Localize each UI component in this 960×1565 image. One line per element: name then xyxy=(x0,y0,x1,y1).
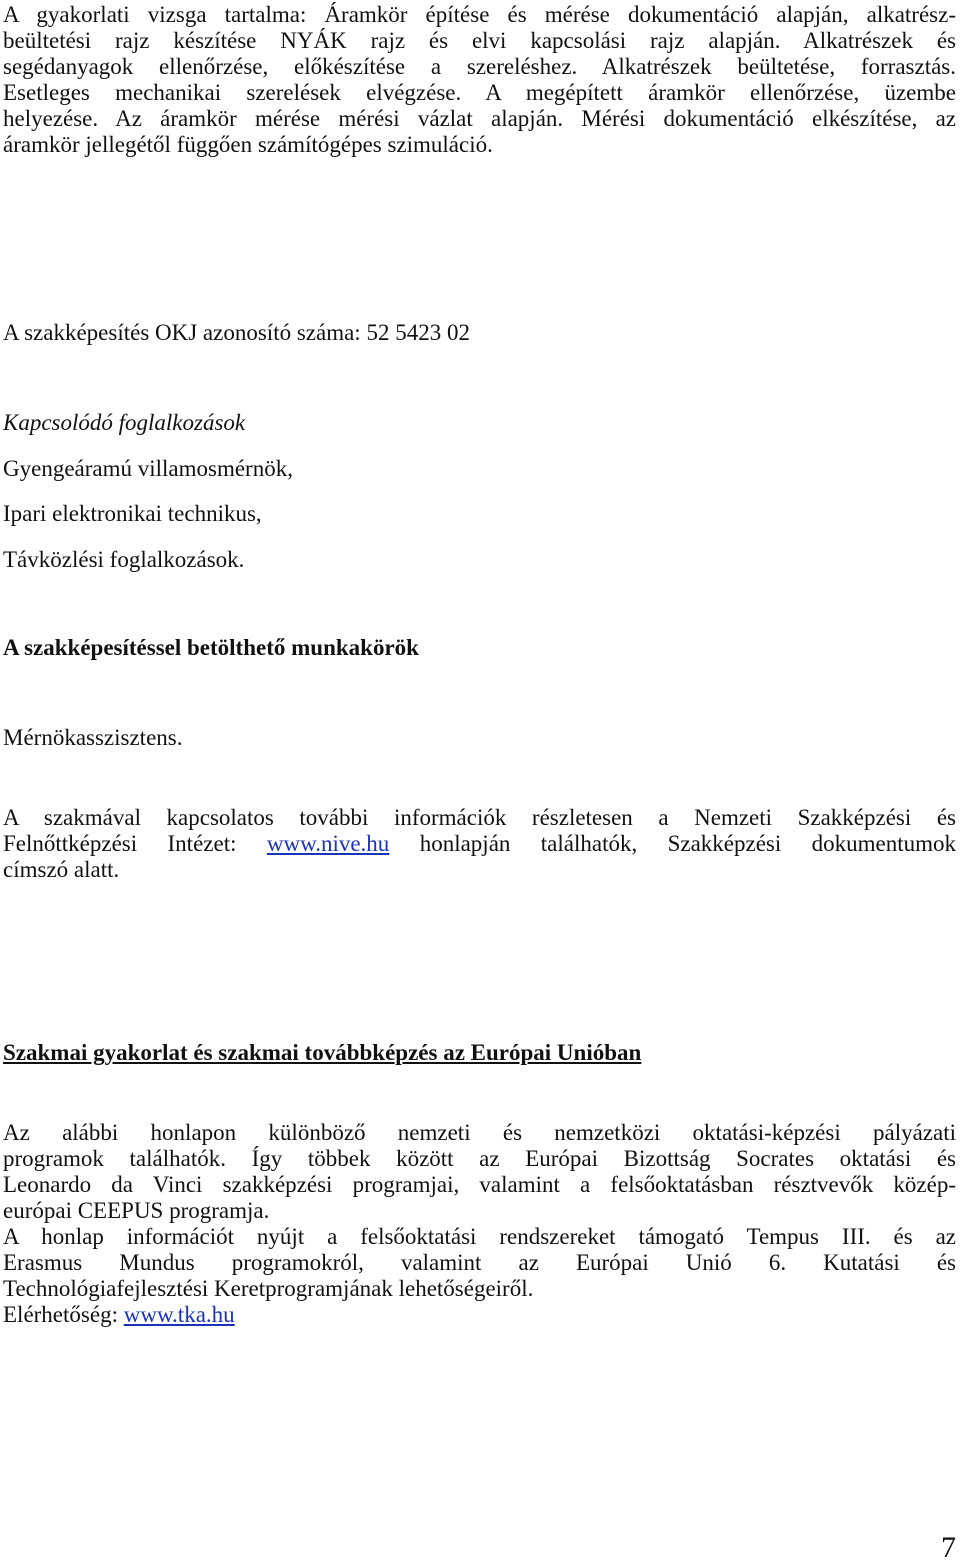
okj-number-text: A szakképesítés OKJ azonosító száma: 52 5423 02 xyxy=(3,320,470,345)
exam-line: Esetleges mechanikai szerelések elvégzése. A megépített áramkör ellenőrzése, üzembe xyxy=(3,80,956,105)
okj-number-paragraph xyxy=(3,310,470,356)
eu-para1-line: programok találhatók. Így többek között az Európai Bizottság Socrates oktatási és xyxy=(3,1146,956,1171)
eu-para1-line: Leonardo da Vinci szakképzési programjai, valamint a felsőoktatásban résztvevők közép- xyxy=(3,1172,956,1197)
eu-para1-line: európai CEEPUS programja. xyxy=(3,1198,270,1223)
nive-link[interactable]: www.nive.hu xyxy=(266,831,390,856)
exam-content-paragraph xyxy=(3,2,956,158)
positions-heading: A szakképesítéssel betölthető munkakörök xyxy=(3,635,419,660)
related-job-item: Ipari elektronikai technikus, xyxy=(3,501,262,526)
info-paragraph xyxy=(3,805,956,883)
info-line-text: honlapján találhatók, Szakképzési dokumentumok xyxy=(419,831,957,856)
eu-para1-line: Az alábbi honlapon különböző nemzeti és nemzetközi oktatási-képzési pályázati xyxy=(3,1120,956,1145)
related-jobs-title: Kapcsolódó foglalkozások xyxy=(3,410,246,435)
info-line: A szakmával kapcsolatos további információk részletesen a Nemzeti Szakképzési és xyxy=(3,805,956,830)
info-line: címszó alatt. xyxy=(3,857,120,882)
contact-label: Elérhetőség: xyxy=(3,1302,118,1327)
page-number: 7 xyxy=(941,1531,956,1564)
eu-para2-line: Technológiafejlesztési Keretprogramjának lehetőségeiről. xyxy=(3,1276,534,1301)
positions-body xyxy=(3,715,183,761)
related-job-item: Távközlési foglalkozások. xyxy=(3,546,245,572)
tka-link[interactable]: www.tka.hu xyxy=(123,1302,235,1327)
exam-line: áramkör jellegétől függően számítógépes szimuláció. xyxy=(3,132,493,157)
eu-para2-line: A honlap információt nyújt a felsőoktatási rendszereket támogató Tempus III. és az xyxy=(3,1224,956,1249)
eu-body xyxy=(3,1120,956,1328)
eu-para2-line: Erasmus Mundus programokról, valamint az Európai Unió 6. Kutatási és xyxy=(3,1250,956,1275)
exam-line: helyezése. Az áramkör mérése mérési vázlat alapján. Mérési dokumentáció elkészítése, az xyxy=(3,106,956,131)
positions-section xyxy=(3,625,419,671)
exam-line: segédanyagok ellenőrzése, előkészítése a szereléshez. Alkatrészek beültetése, forrasztás. xyxy=(3,54,956,79)
info-line-text: Felnőttképzési Intézet: xyxy=(3,831,237,856)
related-job-item: Gyengeáramú villamosmérnök, xyxy=(3,455,293,481)
info-line xyxy=(3,831,956,857)
eu-heading: Szakmai gyakorlat és szakmai továbbképzés az Európai Unióban xyxy=(3,1040,642,1065)
eu-section xyxy=(3,1030,641,1076)
contact-line xyxy=(3,1302,956,1328)
positions-text: Mérnökasszisztens. xyxy=(3,725,183,750)
related-jobs-section xyxy=(3,400,293,582)
exam-line: A gyakorlati vizsga tartalma: Áramkör építése és mérése dokumentáció alapján, alkatrész- xyxy=(3,2,956,27)
exam-line: beültetési rajz készítése NYÁK rajz és elvi kapcsolási rajz alapján. Alkatrészek és xyxy=(3,28,956,53)
